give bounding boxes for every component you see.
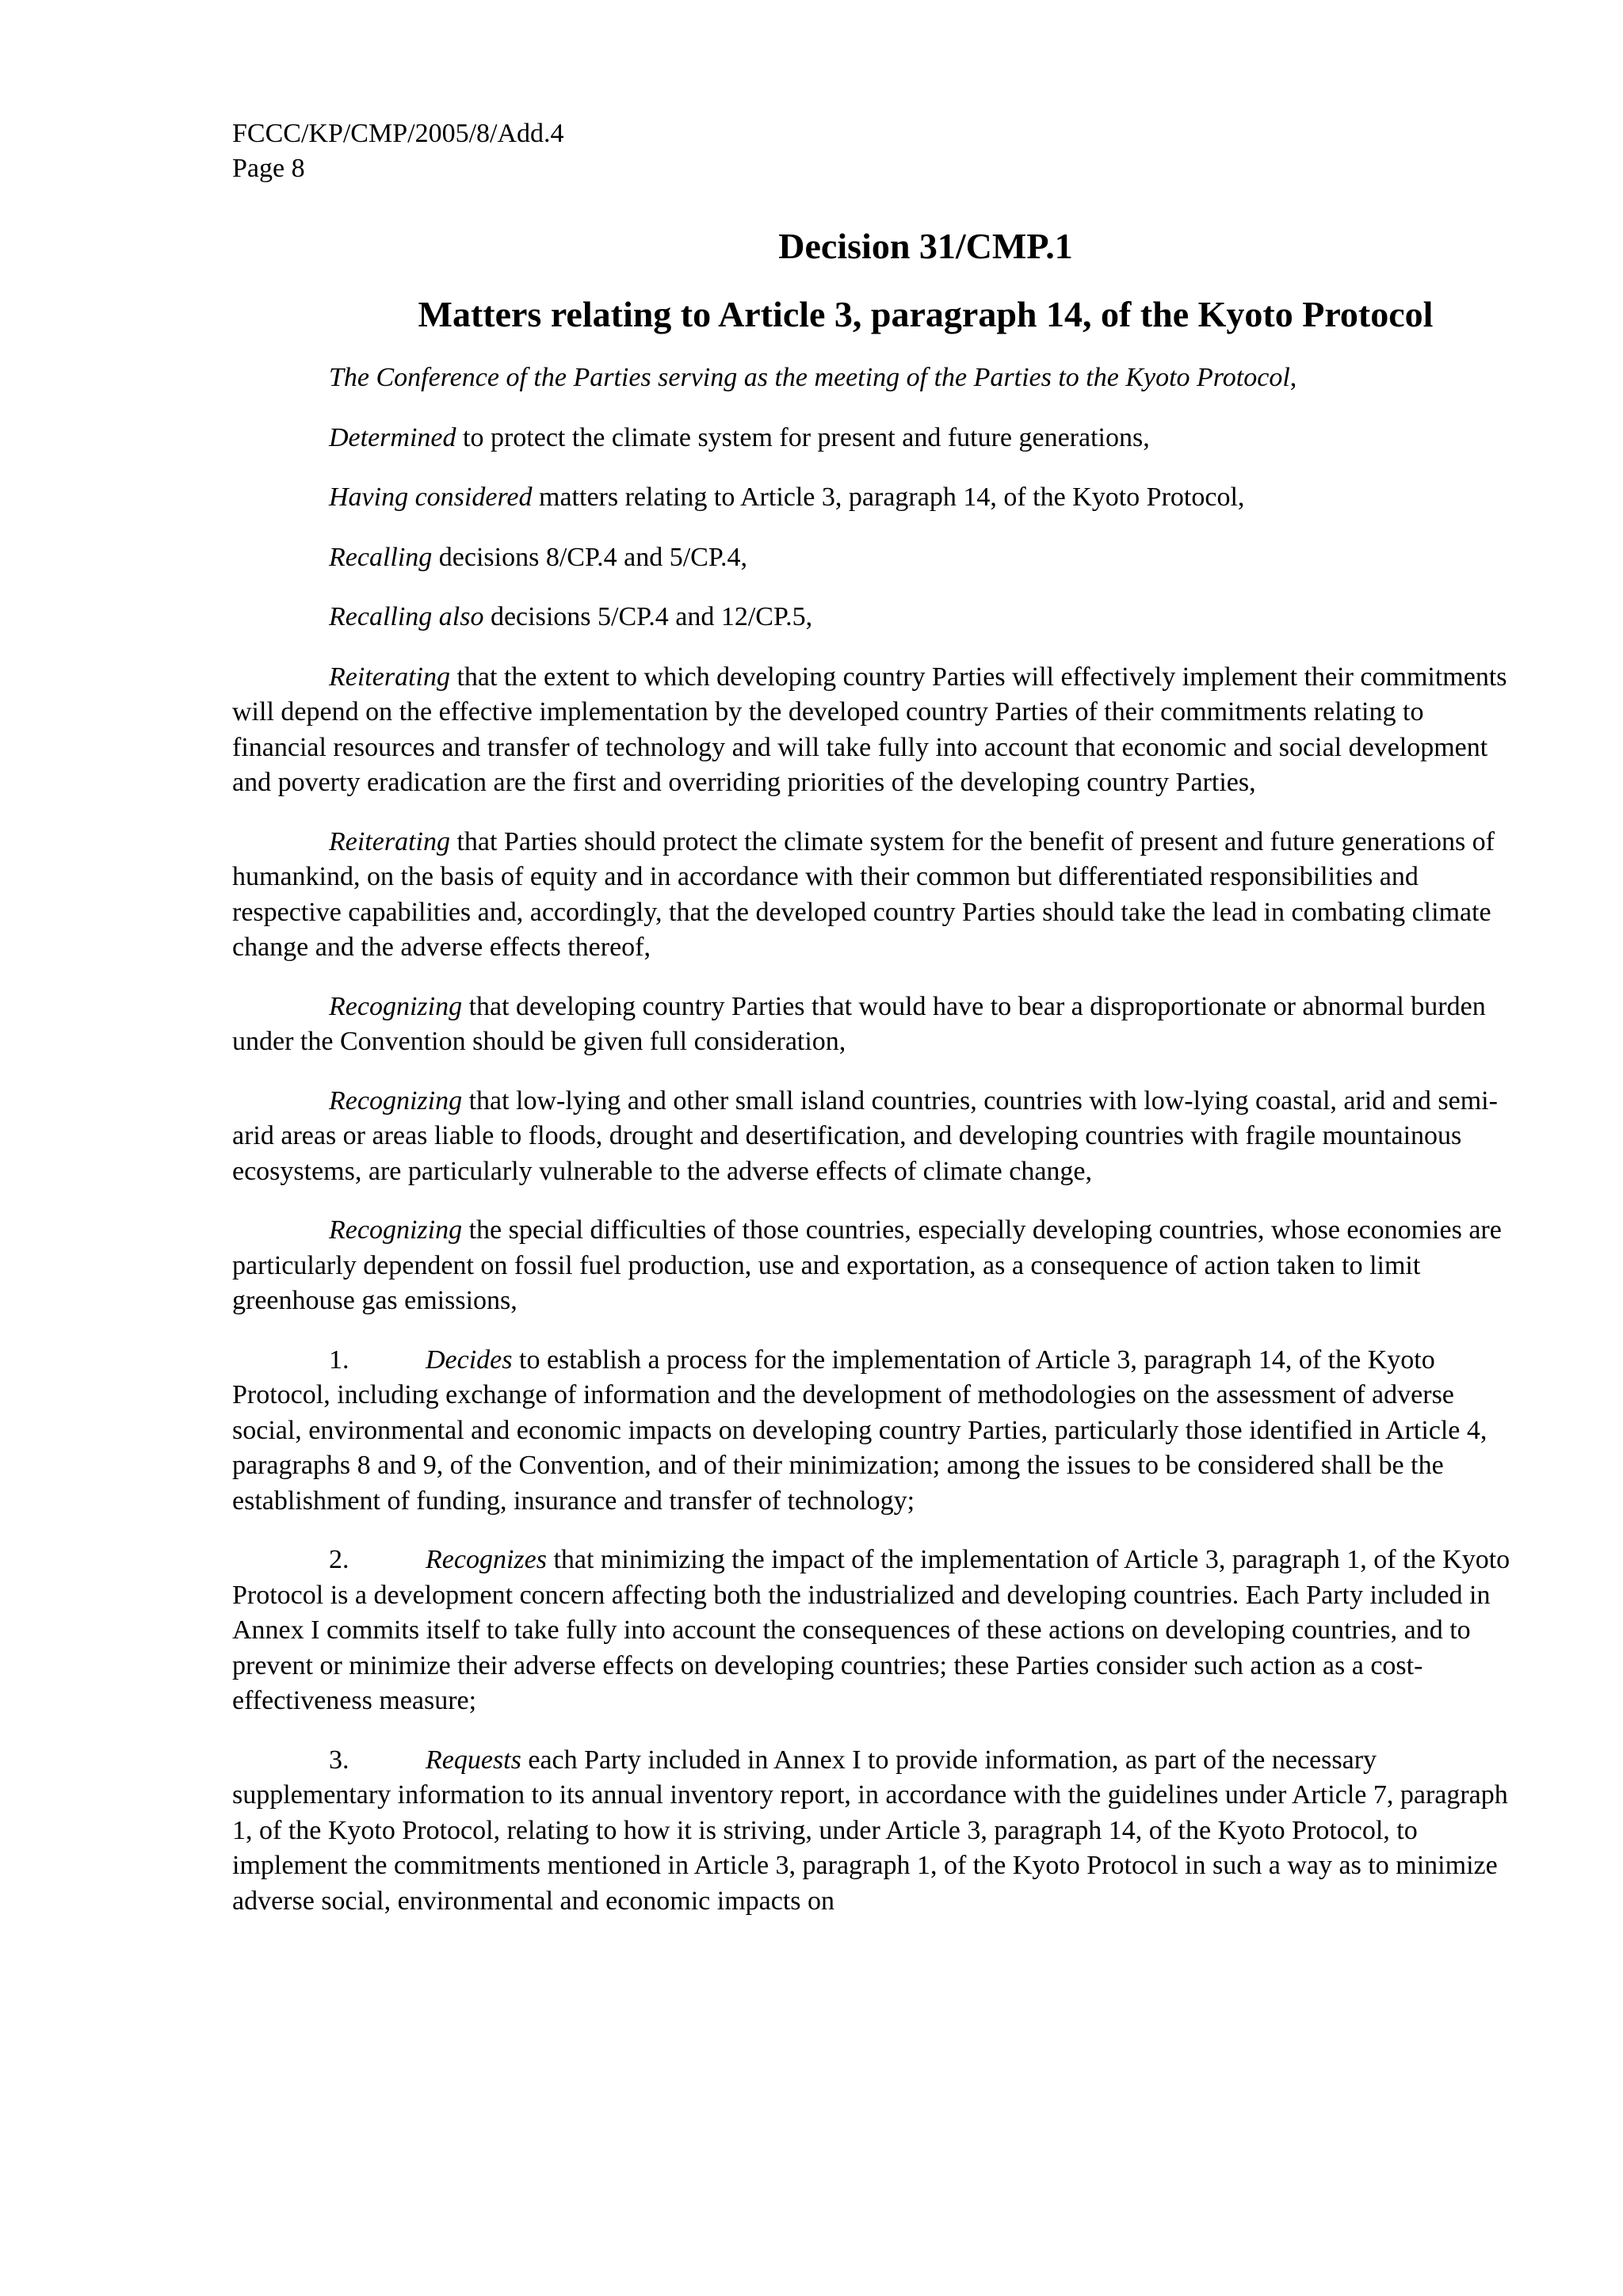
preamble-lead: Having considered: [329, 482, 533, 512]
preamble-lead: Recognizing: [329, 991, 463, 1021]
preamble-short-item: [232, 600, 1516, 635]
preamble-short-item: [232, 480, 1516, 516]
preamble-short-item: [232, 421, 1516, 456]
preamble-lead: Reiterating: [329, 826, 450, 856]
preamble-lead: Determined: [329, 422, 456, 452]
preamble-text: that developing country Parties that would have to bear a disproportionate or abnormal burden under the Convention should be given full consideration,: [232, 991, 1486, 1056]
paragraph-number: 2.: [329, 1545, 349, 1574]
preamble-text: decisions 5/CP.4 and 12/CP.5,: [483, 602, 813, 631]
preamble-intro-italic: The Conference of the Parties serving as the meeting of the Parties to the Kyoto Protocol: [329, 363, 1290, 392]
preamble-lead: Recognizing: [329, 1215, 463, 1245]
preamble-lead: Recognizing: [329, 1085, 463, 1116]
document-symbol: FCCC/KP/CMP/2005/8/Add.4: [232, 119, 564, 148]
preamble-paragraph: [232, 660, 1516, 801]
operative-paragraph-1: [232, 1343, 1516, 1520]
operative-text: each Party included in Annex I to provide information, as part of the necessary supplementary information to its annual inventory report, in accordance with the guidelines under Article 7, paragraph 1, of the Kyoto Protocol, relating to how it is striving, under Article 3, paragraph 14, of the Kyoto Protocol, to implement the commitments mentioned in Article 3, paragraph 1, of the Kyoto Protocol in such a way as to minimize adverse social, environmental and economic impacts on: [232, 1745, 1508, 1916]
paragraph-number: 1.: [329, 1344, 349, 1375]
preamble-intro-comma: ,: [1289, 363, 1297, 392]
operative-paragraph-3: [232, 1743, 1516, 1920]
preamble-lead: Recalling also: [329, 602, 484, 631]
operative-lead: Decides: [426, 1344, 513, 1375]
operative-text: that minimizing the impact of the implementation of Article 3, paragraph 1, of the Kyoto Protocol is a development concern affecting both the industrialized and developing countries. Each Party included in Annex I commits itself to take fully into account the consequences of these actions on developing countries, and to prevent or minimize their adverse effects on developing countries; these Parties consider such action as a cost-effectiveness measure;: [232, 1545, 1510, 1715]
preamble-text: that low-lying and other small island countries, countries with low-lying coastal, arid and semi-arid areas or areas liable to floods, drought and desertification, and developing countries with fragile mountainous ecosystems, are particularly vulnerable to the adverse effects of climate change,: [232, 1085, 1498, 1186]
preamble-text: to protect the climate system for present and future generations,: [456, 422, 1150, 452]
preamble-lead: Reiterating: [329, 662, 450, 692]
paragraph-number: 3.: [329, 1745, 349, 1775]
preamble-intro: [232, 360, 1516, 396]
operative-paragraph-2: [232, 1543, 1516, 1719]
preamble-paragraph: [232, 825, 1516, 966]
decision-title: Decision 31/CMP.1: [778, 226, 1073, 266]
preamble-paragraph: [232, 990, 1516, 1060]
preamble-short-item: [232, 540, 1516, 576]
preamble-paragraph: [232, 1084, 1516, 1190]
preamble-text: decisions 8/CP.4 and 5/CP.4,: [432, 542, 747, 572]
document-body: [232, 360, 1516, 1943]
preamble-text: that the extent to which developing country Parties will effectively implement their commitments will depend on the effective implementation by the developed country Parties of their commitments relating to financial resources and transfer of technology and will take fully into account that economic and social development and poverty eradication are the first and overriding priorities of the developing country Parties,: [232, 662, 1507, 797]
preamble-lead: Recalling: [329, 542, 433, 572]
subject-title: Matters relating to Article 3, paragraph 14, of the Kyoto Protocol: [418, 294, 1434, 334]
page-header: [232, 116, 564, 186]
preamble-text: the special difficulties of those countries, especially developing countries, whose economies are particularly dependent on fossil fuel production, use and exportation, as a consequence of action taken to limit greenhouse gas emissions,: [232, 1215, 1502, 1315]
operative-lead: Recognizes: [426, 1545, 547, 1574]
operative-text: to establish a process for the implementation of Article 3, paragraph 14, of the Kyoto Protocol, including exchange of information and the development of methodologies on the assessment of adverse social, environmental and economic impacts on developing country Parties, particularly those identified in Article 4, paragraphs 8 and 9, of the Convention, and of their minimization; among the issues to be considered shall be the establishment of funding, insurance and transfer of technology;: [232, 1344, 1487, 1516]
page-number: Page 8: [232, 154, 305, 183]
operative-lead: Requests: [426, 1745, 521, 1775]
preamble-text: that Parties should protect the climate system for the benefit of present and future generations of humankind, on the basis of equity and in accordance with their common but differentiated responsibilities and respective capabilities and, accordingly, that the developed country Parties should take the lead in combating climate change and the adverse effects thereof,: [232, 826, 1495, 962]
preamble-text: matters relating to Article 3, paragraph 14, of the Kyoto Protocol,: [532, 482, 1245, 512]
preamble-paragraph: [232, 1213, 1516, 1319]
